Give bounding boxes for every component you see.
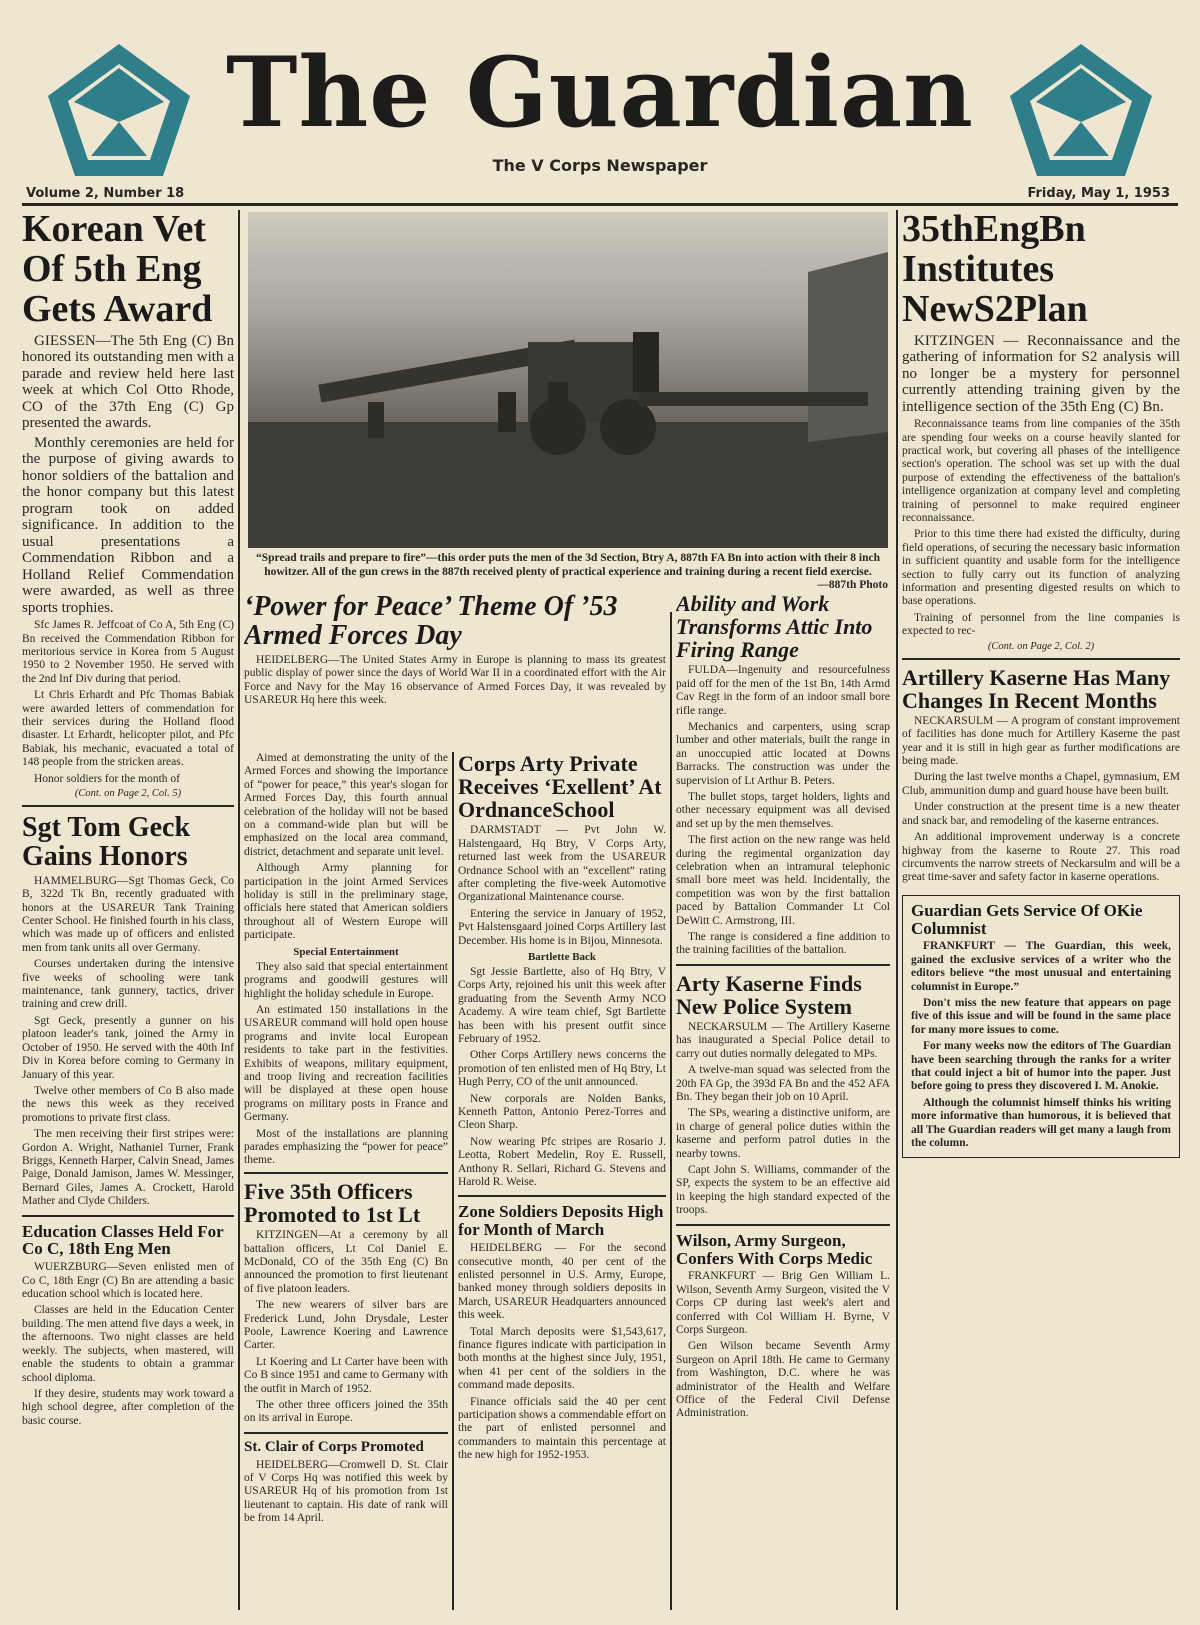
education-paragraph: Classes are held in the Education Center building. The men attend five days a week, in the afternoons. Two night classes are held weekly. The subjects, when mastered, will enable the students to obtain a grammar school diploma. bbox=[22, 1304, 234, 1384]
right-column bbox=[902, 210, 1180, 1610]
issue-date: Friday, May 1, 1953 bbox=[1027, 186, 1170, 201]
photo-credit: —887th Photo bbox=[817, 579, 888, 591]
photo-caption: “Spread trails and prepare to fire”—this order puts the men of the 3d Section, Btry A, 887th FA Bn into action with their 8 inch howitzer. All of the gun crews in the 887th received plenty of practical experience and training during a recent field exercise. —887th Photo bbox=[248, 552, 888, 593]
stclair-paragraph: HEIDELBERG—Cromwell D. St. Clair of V Corps Hq was notified this week by USAREUR Hq of his promotion from 1st lieutenant to captain. His date of rank will be from 14 April. bbox=[244, 1458, 448, 1525]
power-for-peace-column bbox=[244, 752, 448, 1172]
wilson-paragraph: Gen Wilson became Seventh Army Surgeon on April 18th. He came to Germany from Washington, D.C. where he was administrator of the Health and Welfare Office of the Federal Civil Defense Administration. bbox=[676, 1340, 890, 1420]
howitzer-illustration-icon bbox=[248, 212, 888, 548]
corps-arty-paragraph: New corporals are Nolden Banks, Kenneth Patton, Antonio Perez-Torres and Cleon Sharp. bbox=[458, 1092, 666, 1132]
attic-paragraph: Mechanics and carpenters, using scrap lumber and other materials, built the range in an unoccupied attic located at Downs Barracks. The construction was under the supervision of Lt Arthur B. Peters. bbox=[676, 720, 890, 787]
geck-paragraph: The men receiving their first stripes were: Gordon A. Wright, Nathaniel Turner, Frank Briggs, Kenneth Harper, Calvin Snead, James Paige, Donald Jamison, James W. Messinger, Bernard Giles, James A. Crockett, Harold Mather and Clyde Childers. bbox=[22, 1128, 234, 1208]
column-divider bbox=[670, 612, 672, 1610]
kaserne-paragraph: Under construction at the present time is a new theater and snack bar, and remodeling of the kaserne entrances. bbox=[902, 801, 1180, 827]
v-corps-emblem-left-icon bbox=[44, 40, 194, 180]
officers-paragraph: The new wearers of silver bars are Frederick Lund, John Drysdale, Lester Poole, Lawrence Koering and Lawrence Carter. bbox=[244, 1299, 448, 1352]
divider bbox=[244, 1432, 448, 1434]
okie-paragraph: FRANKFURT — The Guardian, this week, gained the exclusive services of a writer who the editors believe “the most unusual and entertaining columnist in Europe.” bbox=[911, 940, 1171, 993]
officers-paragraph: Lt Koering and Lt Carter have been with Co B since 1951 and came to Germany with the outfit in March of 1952. bbox=[244, 1355, 448, 1395]
power-paragraph: Although Army planning for participation in the joint Armed Services holiday is still in the preliminary stage, officials here stated that American soldiers throughout all of Western Europe will participate. bbox=[244, 862, 448, 942]
police-paragraph: Capt John S. Williams, commander of the SP, expects the system to be an effective aid in keeping the high standard expected of the troops. bbox=[676, 1164, 890, 1217]
corps-arty-column bbox=[458, 752, 666, 1610]
power-paragraph: Aimed at demonstrating the unity of the Armed Forces and showing the importance of “power for peace,” this year's slogan for Armed Forces Day, this fourth annual celebration of the holiday will not be based on a command-wide plan but will be emphasized on the local area command, district, detachment and separate unit level. bbox=[244, 752, 448, 858]
geck-paragraph: Sgt Geck, presently a gunner on his platoon leader's tank, joined the Army in October of 1950. He served with the 40th Inf Div in Korea before coming to Germany in January of this year. bbox=[22, 1014, 234, 1081]
divider bbox=[676, 964, 890, 966]
divider bbox=[244, 1172, 448, 1174]
attic-headline: Ability and Work Transforms Attic Into Firing Range bbox=[676, 592, 873, 663]
stclair-headline: St. Clair of Corps Promoted bbox=[244, 1438, 424, 1455]
eng35-paragraph: Prior to this time there had existed the difficulty, during field operations, of securing the necessary basic information in sufficient quantity and usable form for the intelligence section to fully carry out its function of analyzing information and presenting digested results on which to base operations. bbox=[902, 528, 1180, 608]
officers-paragraph: The other three officers joined the 35th on its arrival in Europe. bbox=[244, 1399, 448, 1425]
kaserne-paragraph: NECKARSULM — A program of constant improvement of facilities has done much for Artillery Kaserne the past year and it is still in high gear as further modifications are being made. bbox=[902, 714, 1180, 768]
police-paragraph: NECKARSULM — The Artillery Kaserne has inaugurated a Special Police detail to carry out duties normally delegated to MPs. bbox=[676, 1021, 890, 1060]
power-subhead: Special Entertainment bbox=[293, 945, 399, 958]
attic-paragraph: FULDA—Ingenuity and resourcefulness paid off for the men of the 1st Bn, 14th Armd Cav Regt in the form of an indoor small bore rifle range. bbox=[676, 664, 890, 717]
divider bbox=[22, 805, 234, 807]
eng35-continued: (Cont. on Page 2, Col. 2) bbox=[987, 640, 1095, 652]
police-paragraph: The SPs, wearing a distinctive uniform, are in charge of general police duties within the kaserne and perform patrol duties in the nearby towns. bbox=[676, 1107, 890, 1160]
okie-headline: Guardian Gets Service Of OKie Columnist bbox=[911, 900, 1143, 938]
attic-paragraph: The range is considered a fine addition to the training facilities of the battalion. bbox=[676, 931, 890, 957]
officers-paragraph: KITZINGEN—At a ceremony by all battalion officers, Lt Col Daniel E. McDonald, CO of the 35th Eng (C) Bn announced the promotion to first lieutenant of five platoon leaders. bbox=[244, 1229, 448, 1295]
kaserne-headline: Artillery Kaserne Has Many Changes In Recent Months bbox=[902, 664, 1171, 713]
power-paragraph: An estimated 150 installations in the USAREUR command will hold open house programs and invite local European residents to take part in the festivities. Exhibits of weapons, military equipment, and troop living and recreation facilities will be displayed at these open house programs on military posts in France and Germany. bbox=[244, 1003, 448, 1124]
zone-paragraph: HEIDELBERG — For the second consecutive month, 40 per cent of the enlisted personnel in U.S. Army, Europe, banked money through soldiers deposits in March, USAREUR Headquarters announced this week. bbox=[458, 1242, 666, 1322]
okie-paragraph: Don't miss the new feature that appears on page five of this issue and will be found in the same place for many more issues to come. bbox=[911, 997, 1171, 1036]
kaserne-paragraph: An additional improvement underway is a concrete highway from the kaserne to Route 27. This road circumvents the narrow streets of Neckarsulm and will be a great time-saver and safety factor in kaserne operations. bbox=[902, 831, 1180, 884]
education-headline: Education Classes Held For Co C, 18th Eng Men bbox=[22, 1221, 224, 1259]
geck-headline: Sgt Tom Geck Gains Honors bbox=[22, 812, 191, 873]
corps-arty-paragraph: Now wearing Pfc stripes are Rosario J. Leotta, Robert Medelin, Roy E. Russell, Anthony R. Sellari, Richard G. Stevens and Harold R. Weise. bbox=[458, 1135, 666, 1189]
corps-arty-subhead: Bartlette Back bbox=[527, 950, 597, 963]
power-paragraph: They also said that special entertainment programs and goodwill gestures will highlight the holiday schedule in Europe. bbox=[244, 960, 448, 1000]
korean-vet-lead: GIESSEN—The 5th Eng (C) Bn honored its outstanding men with a parade and review held here last week at which Col Otto Rhode, CO of the 37th Eng (C) Gp presented the awards. bbox=[22, 332, 234, 432]
howitzer-photo bbox=[248, 212, 888, 548]
eng35-headline: 35thEngBn Institutes NewS2Plan bbox=[902, 210, 1088, 330]
geck-paragraph: HAMMELBURG—Sgt Thomas Geck, Co B, 322d Tk Bn, recently graduated with honors at the USAREUR Tank Training Center School. He finished fourth in his class, which was made up of officers and enlisted men from tank units all over Germany. bbox=[22, 874, 234, 954]
eng35-paragraph: Reconnaissance teams from line companies of the 35th are spending four weeks on a course heavily slanted for practical work, but covering all phases of the intelligence section's operation. The school was set up with the dual purpose of extending the effectiveness of the battalion's intelligence organization at company level and completing training of personnel to make required engineer reconnaissance. bbox=[902, 418, 1180, 525]
divider bbox=[458, 1195, 666, 1197]
wilson-paragraph: FRANKFURT — Brig Gen William L. Wilson, Seventh Army Surgeon, visited the V Corps CP during last week's alert and conferred with Col William H. Byrne, V Corps Surgeon. bbox=[676, 1270, 890, 1336]
education-paragraph: If they desire, students may work toward a high school degree, after completion of the basic course. bbox=[22, 1387, 234, 1427]
column-divider bbox=[238, 210, 240, 1610]
attic-column bbox=[676, 592, 890, 1610]
eng35-lead: KITZINGEN — Reconnaissance and the gathering of information for S2 analysis will no longer be a mystery for personnel currently attending training given by the intelligence section of the 35th Eng (C) Bn. bbox=[902, 332, 1180, 415]
geck-paragraph: Twelve other members of Co B also made the news this week as they received promotions to private first class. bbox=[22, 1084, 234, 1124]
zone-headline: Zone Soldiers Deposits High for Month of March bbox=[458, 1202, 664, 1240]
geck-paragraph: Courses undertaken during the intensive five weeks of schooling were tank maintenance, tank gunnery, tactics, driver training and crew drill. bbox=[22, 958, 234, 1011]
korean-vet-continued: (Cont. on Page 2, Col. 5) bbox=[74, 788, 182, 800]
okie-paragraph: Although the columnist himself thinks his writing more informative than humorous, it is believed that all The Guardian readers will get many a laugh from the column. bbox=[911, 1096, 1171, 1150]
korean-vet-paragraph: Monthly ceremonies are held for the purpose of giving awards to honor soldiers of the battalion and the honor company but this latest program took on added significance. In addition to the usual presentations a Commendation Ribbon and a Holland Relief Commendation were awarded, as well as three sports trophies. bbox=[22, 434, 234, 616]
corps-arty-headline: Corps Arty Private Receives ‘Exellent’ At OrdnanceSchool bbox=[458, 752, 662, 823]
corps-arty-paragraph: Sgt Jessie Bartlette, also of Hq Btry, V Corps Arty, rejoined his unit this week after graduating from the Seventh Army NCO Academy. A wire team chief, Sgt Bartlette has been with his present outfit since February of 1952. bbox=[458, 965, 666, 1045]
left-column bbox=[22, 210, 234, 1610]
volume-number: Volume 2, Number 18 bbox=[26, 186, 185, 201]
eng35-paragraph: Training of personnel from the line companies is expected to rec- bbox=[902, 611, 1180, 638]
attic-paragraph: The bullet stops, target holders, lights and other necessary equipment was all devised and set up by the men themselves. bbox=[676, 790, 890, 830]
v-corps-emblem-right-icon bbox=[1006, 40, 1156, 180]
korean-vet-paragraph: Sfc James R. Jeffcoat of Co A, 5th Eng (C) Bn received the Commendation Ribbon for meritorious service in Korea from 5 August 1950 to 2 November 1950. He served with the 2nd Inf Div during that period. bbox=[22, 619, 234, 685]
divider bbox=[902, 658, 1180, 660]
okie-paragraph: For many weeks now the editors of The Guardian have been searching through the ranks for a writer that could inject a bit of humor into the paper. Just before going to press they discovered I. M. Anokie. bbox=[911, 1040, 1171, 1093]
power-headline: ‘Power for Peace’ Theme Of ’53 Armed Forces Day bbox=[244, 592, 618, 652]
corps-arty-paragraph: Entering the service in January of 1952, Pvt Halstensgaard joined Corps Artillery last December. His home is in Bijou, Minnesota. bbox=[458, 907, 666, 947]
wilson-headline: Wilson, Army Surgeon, Confers With Corps Medic bbox=[676, 1230, 873, 1268]
power-paragraph: HEIDELBERG—The United States Army in Europe is planning to mass its greatest public display of power since the days of World War II in a coordinated effort with the Air Force and Navy for the May 16 observance of Armed Forces Day, it was revealed by USAREUR Hq here this week. bbox=[244, 653, 666, 706]
divider bbox=[676, 1224, 890, 1226]
officers-column bbox=[244, 1172, 448, 1610]
masthead-title: The Guardian bbox=[226, 36, 974, 149]
korean-vet-headline: Korean Vet Of 5th Eng Gets Award bbox=[22, 210, 213, 330]
police-paragraph: A twelve-man squad was selected from the 20th FA Gp, the 393d FA Bn and the 452 AFA Bn. They began their job on 10 April. bbox=[676, 1064, 890, 1104]
column-divider bbox=[896, 210, 898, 1610]
divider bbox=[22, 1215, 234, 1217]
masthead-subtitle: The V Corps Newspaper bbox=[492, 156, 708, 175]
power-paragraph: Most of the installations are planning parades emphasizing the “power for peace” theme. bbox=[244, 1127, 448, 1167]
power-for-peace-top bbox=[244, 592, 666, 752]
okie-columnist-box bbox=[902, 895, 1180, 1158]
column-divider bbox=[452, 752, 454, 1610]
kaserne-paragraph: During the last twelve months a Chapel, gymnasium, EM Club, ammunition dump and guard house have been built. bbox=[902, 771, 1180, 797]
masthead-rule bbox=[22, 203, 1178, 206]
attic-paragraph: The first action on the new range was held during the regimental organization day celebration when an intramural telephonic small bore meet was held. Incidentally, the competition was won by the first battalion paced by Battalion Commander Lt Col DeWitt C. Armstrong, III. bbox=[676, 834, 890, 927]
corps-arty-paragraph: Other Corps Artillery news concerns the promotion of ten enlisted men of Hq Btry, Lt Hugh Perry, CO of the unit announced. bbox=[458, 1049, 666, 1089]
education-paragraph: WUERZBURG—Seven enlisted men of Co C, 18th Engr (C) Bn are attending a basic education school which is located here. bbox=[22, 1261, 234, 1301]
corps-arty-paragraph: DARMSTADT — Pvt John W. Halstengaard, Hq Btry, V Corps Arty, returned last week from the USAREUR Ordnance School with an “excellent” rating after completing the five-week Automotive Organizational Maintenance course. bbox=[458, 824, 666, 904]
zone-paragraph: Total March deposits were $1,543,617, finance figures indicate with participation in both months at the highest since July, 1951, when 41 per cent of the soldiers in the command made deposits. bbox=[458, 1325, 666, 1392]
zone-paragraph: Finance officials said the 40 per cent participation shows a commendable effort on the part of enlisted personnel and commanders to maintain this percentage at the new high for 1952-1953. bbox=[458, 1395, 666, 1462]
police-headline: Arty Kaserne Finds New Police System bbox=[676, 970, 862, 1019]
korean-vet-paragraph: Honor soldiers for the month of bbox=[34, 772, 180, 785]
korean-vet-paragraph: Lt Chris Erhardt and Pfc Thomas Babiak were awarded letters of commendation for their services during the Holland flood disaster. Lt Erhardt, helicopter pilot, and Pfc Babiak, his mechanic, evacuated a total of 148 people from the stricken areas. bbox=[22, 689, 234, 769]
officers-headline: Five 35th Officers Promoted to 1st Lt bbox=[244, 1179, 421, 1228]
